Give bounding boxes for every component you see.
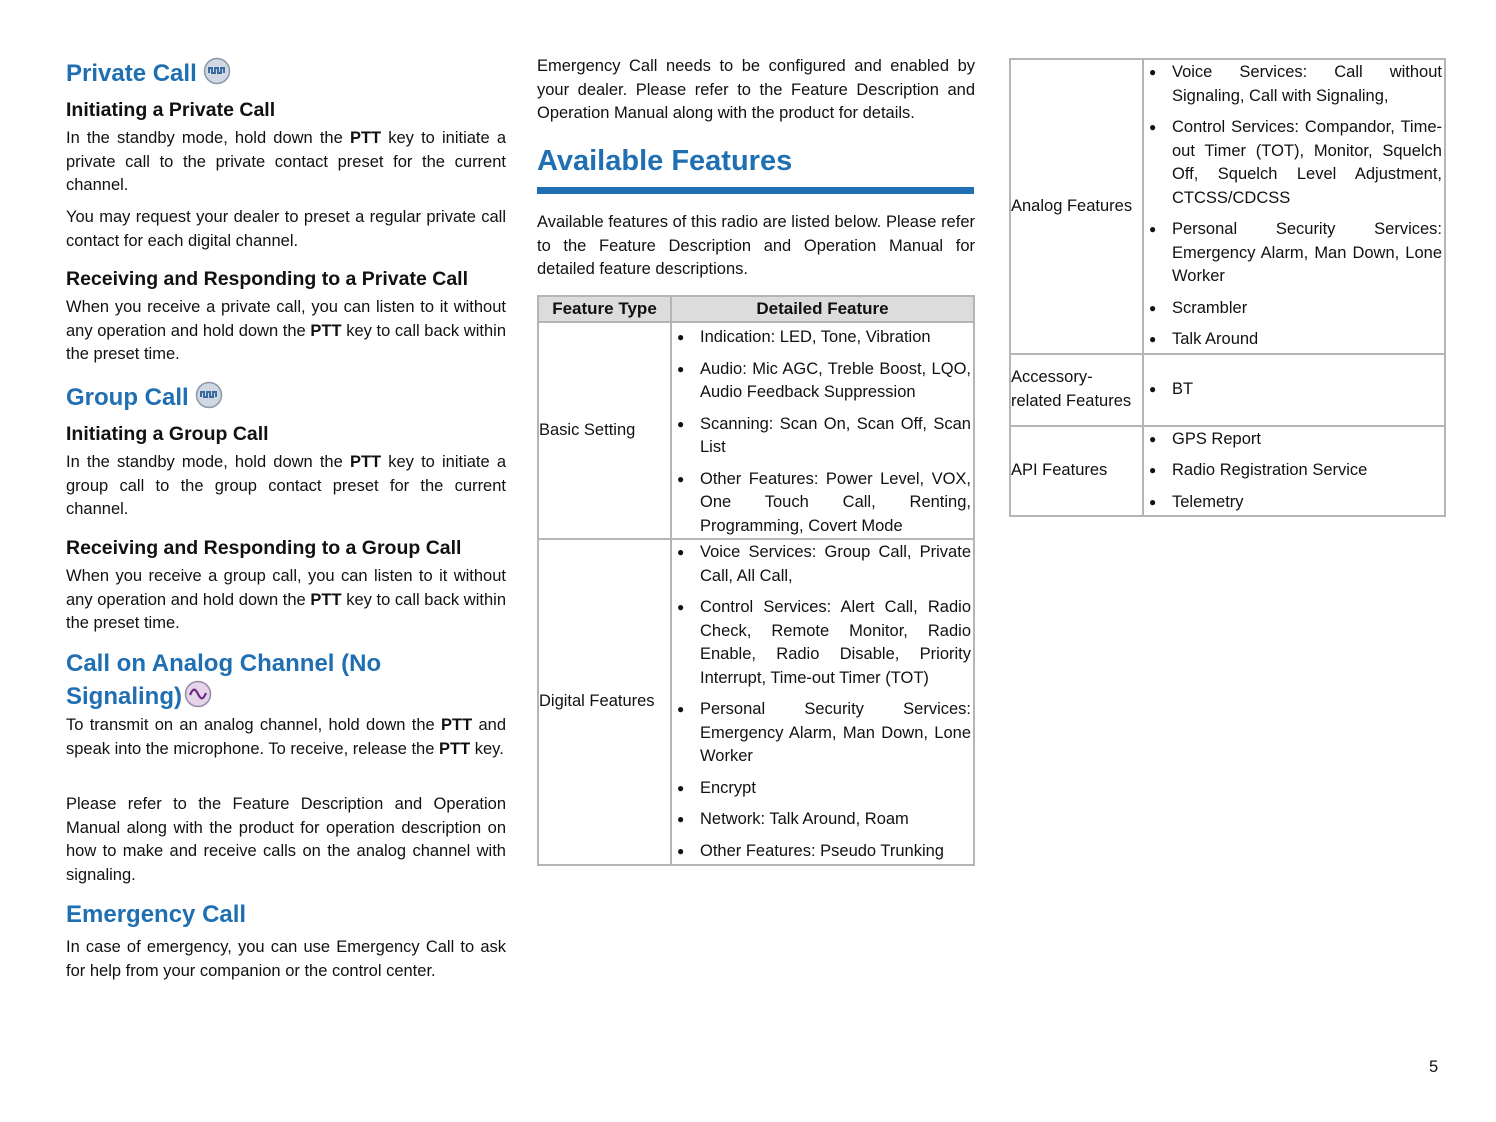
feature-type-cell: API Features	[1010, 426, 1143, 517]
text-run: and speak into the microphone. To receive, release the	[66, 716, 506, 758]
text-run: When you receive a private call, you can listen to it without any operation and hold down the	[66, 298, 506, 340]
analog-call-title-line2: Signaling)	[66, 683, 182, 710]
list-item: ● Audio: Mic AGC, Treble Boost, LQO, Audio Feedback Suppression	[672, 358, 973, 405]
emergency-call-heading: Emergency Call	[66, 901, 247, 928]
list-item: ● Scrambler	[1144, 297, 1444, 321]
text-run: When you receive a group call, you can listen to it without any operation and hold down the	[66, 567, 506, 609]
analog-channel-icon	[184, 680, 212, 708]
list-item: ● Talk Around	[1144, 328, 1444, 352]
receiving-private-call-text	[66, 296, 506, 367]
ptt-key-label: PTT	[310, 590, 342, 609]
heading-rule	[537, 187, 974, 194]
receiving-private-call-heading: Receiving and Responding to a Private Call	[66, 268, 469, 290]
digital-channel-icon	[203, 57, 231, 85]
text-run: To transmit on an analog channel, hold down the	[66, 716, 441, 734]
emergency-call-text: In case of emergency, you can use Emergency Call to ask for help from your companion or the control center.	[66, 938, 506, 980]
list-item: ● Personal Security Services: Emergency Alarm, Man Down, Lone Worker	[1144, 218, 1444, 289]
text-run: key to call back within the preset time.	[66, 590, 506, 632]
feature-detail-cell	[671, 539, 974, 865]
text-run: key to call back within the preset time.	[66, 321, 506, 363]
emergency-config-note: Emergency Call needs to be configured and enabled by your dealer. Please refer to the Feature Description and Operation Manual along with the product for details.	[537, 57, 975, 122]
initiating-private-call-heading: Initiating a Private Call	[66, 99, 276, 121]
analog-call-text	[66, 714, 506, 761]
group-call-title: Group Call	[66, 384, 189, 411]
initiating-group-call-heading: Initiating a Group Call	[66, 423, 269, 445]
analog-call-heading	[66, 647, 506, 713]
private-call-title: Private Call	[66, 60, 197, 87]
list-item: ● Voice Services: Call without Signaling, Call with Signaling,	[1144, 61, 1444, 108]
text-run: key.	[470, 739, 504, 758]
features-table-continued	[1009, 58, 1446, 517]
list-item: ● Telemetry	[1144, 491, 1444, 515]
feature-detail-cell	[1143, 354, 1445, 426]
column-header-detail: Detailed Feature	[671, 296, 974, 322]
list-item: ● Scanning: Scan On, Scan Off, Scan List	[672, 413, 973, 460]
table-row	[1010, 426, 1445, 517]
feature-list	[1144, 428, 1444, 515]
feature-list	[1144, 378, 1444, 402]
feature-detail-cell	[671, 322, 974, 539]
list-item: ● Control Services: Alert Call, Radio Check, Remote Monitor, Radio Enable, Radio Disable, Priority Interrupt, Time-out Timer (TOT)	[672, 596, 973, 690]
list-item: ● Network: Talk Around, Roam	[672, 808, 973, 832]
text-run: key to initiate a private call to the private contact preset for the current channel.	[66, 129, 506, 194]
list-item: ● BT	[1144, 378, 1444, 402]
table-row	[538, 539, 974, 865]
list-item: ● Control Services: Compandor, Time-out Timer (TOT), Monitor, Squelch Off, Squelch Level Adjustment, CTCSS/CDCSS	[1144, 116, 1444, 210]
feature-type-cell: Digital Features	[538, 539, 671, 865]
table-header-row	[538, 296, 974, 322]
feature-type-cell: Accessory-related Features	[1010, 354, 1143, 426]
initiating-group-call-text	[66, 451, 506, 522]
private-call-heading	[66, 57, 231, 90]
feature-list	[672, 326, 973, 538]
list-item: ● Indication: LED, Tone, Vibration	[672, 326, 973, 350]
receiving-group-call-heading: Receiving and Responding to a Group Call	[66, 537, 462, 559]
feature-detail-cell	[1143, 59, 1445, 354]
preset-contact-note: You may request your dealer to preset a regular private call contact for each digital channel.	[66, 208, 506, 250]
features-table	[537, 295, 975, 866]
list-item: ● Personal Security Services: Emergency Alarm, Man Down, Lone Worker	[672, 698, 973, 769]
feature-type-cell: Basic Setting	[538, 322, 671, 539]
text-run: key to initiate a group call to the group contact preset for the current channel.	[66, 453, 506, 518]
ptt-key-label: PTT	[441, 716, 473, 734]
list-item: ● GPS Report	[1144, 428, 1444, 452]
available-features-heading: Available Features	[537, 145, 793, 177]
table-row	[538, 322, 974, 539]
column-header-type: Feature Type	[538, 296, 671, 322]
list-item: ● Radio Registration Service	[1144, 459, 1444, 483]
digital-channel-icon	[195, 381, 223, 409]
ptt-key-label: PTT	[349, 129, 382, 147]
text-run: In the standby mode, hold down the	[66, 453, 350, 471]
ptt-key-label: PTT	[349, 453, 382, 471]
feature-type-cell: Analog Features	[1010, 59, 1143, 354]
feature-detail-cell	[1143, 426, 1445, 517]
table-row	[1010, 59, 1445, 354]
text-run: In the standby mode, hold down the	[66, 129, 350, 147]
page-number: 5	[1429, 1058, 1439, 1076]
feature-list	[1144, 61, 1444, 352]
feature-list	[672, 541, 973, 863]
analog-signaling-note: Please refer to the Feature Description and Operation Manual along with the product for operation description on how to make and receive calls on the analog channel with signaling.	[66, 795, 506, 884]
ptt-key-label: PTT	[439, 739, 471, 758]
list-item: ● Voice Services: Group Call, Private Call, All Call,	[672, 541, 973, 588]
initiating-private-call-text	[66, 127, 506, 198]
list-item: ● Other Features: Power Level, VOX, One Touch Call, Renting, Programming, Covert Mode	[672, 468, 973, 539]
group-call-heading	[66, 381, 223, 414]
available-features-intro: Available features of this radio are listed below. Please refer to the Feature Description and Operation Manual for detailed feature descriptions.	[537, 213, 975, 278]
list-item: ● Other Features: Pseudo Trunking	[672, 840, 973, 864]
receiving-group-call-text	[66, 565, 506, 636]
table-row	[1010, 354, 1445, 426]
analog-call-title-line1: Call on Analog Channel (No	[66, 650, 382, 677]
list-item: ● Encrypt	[672, 777, 973, 801]
ptt-key-label: PTT	[310, 321, 342, 340]
